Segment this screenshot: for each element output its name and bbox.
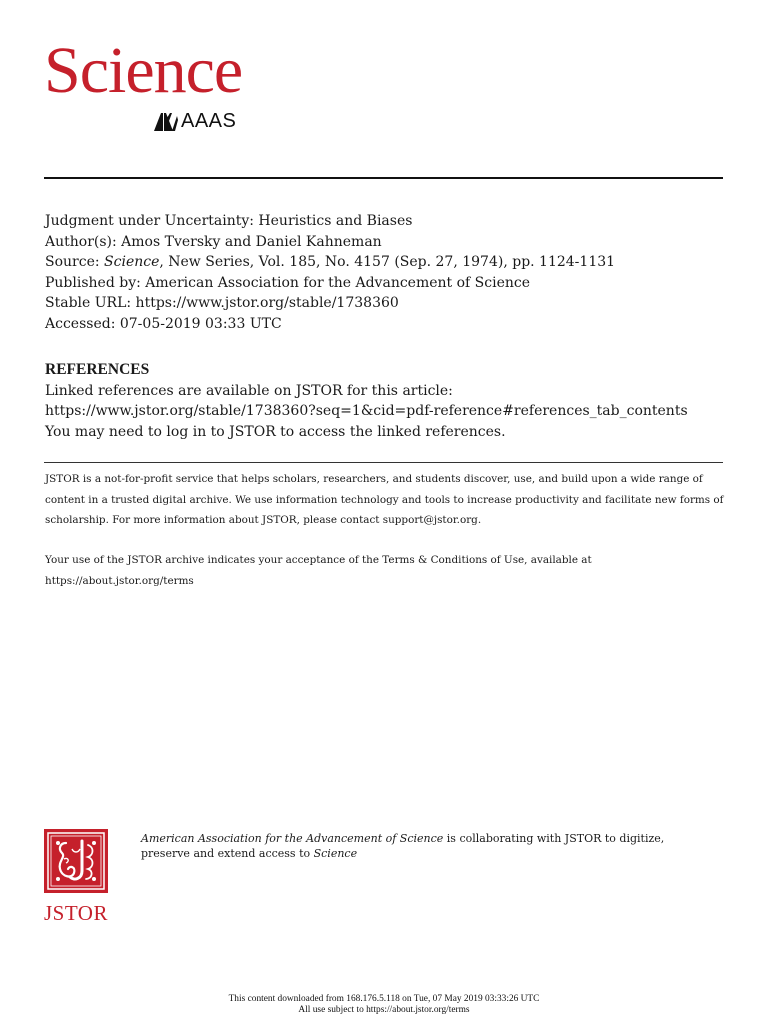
jstor-seal-icon xyxy=(44,829,108,893)
article-title: Judgment under Uncertainty: Heuristics and Biases xyxy=(45,213,413,229)
collab-publisher: American Association for the Advancement of Science xyxy=(141,832,444,845)
collaboration-statement xyxy=(141,832,701,861)
terms-notice: Your use of the JSTOR archive indicates your acceptance of the Terms & Conditions of Use, available at https://about.jstor.org/terms xyxy=(45,554,592,587)
jstor-notice: JSTOR is a not-for-profit service that helps scholars, researchers, and students discover, use, and build upon a wide range of content in a trusted digital archive. We use information technology and tools to increase productivity and facilitate new forms of scholarship. For more information about JSTOR, please contact support@jstor.org. xyxy=(45,473,724,527)
references-heading: REFERENCES xyxy=(45,361,150,378)
footer-download-line: This content downloaded from 168.176.5.118 on Tue, 07 May 2019 03:33:26 UTC xyxy=(228,994,540,1004)
middle-divider xyxy=(44,462,723,463)
collab-text: is collaborating with JSTOR to digitize, preserve and extend access to xyxy=(141,832,665,860)
references-section xyxy=(45,360,735,442)
footer-terms-line: All use subject to https://about.jstor.org/terms xyxy=(298,1005,470,1015)
aaas-mark-icon xyxy=(153,112,179,132)
article-source xyxy=(45,252,735,273)
stable-url-link[interactable]: https://www.jstor.org/stable/1738360 xyxy=(135,295,399,312)
references-intro: Linked references are available on JSTOR for this article: xyxy=(45,382,453,399)
article-publisher: Published by: American Association for the Advancement of Science xyxy=(45,274,531,291)
article-authors: Author(s): Amos Tversky and Daniel Kahneman xyxy=(45,233,382,250)
aaas-logo-text: AAAS xyxy=(181,110,237,132)
stable-url-label: Stable URL: xyxy=(45,295,136,312)
jstor-logo-text: JSTOR xyxy=(44,901,108,925)
source-details: , New Series, Vol. 185, No. 4157 (Sep. 27, 1974), pp. 1124-1131 xyxy=(159,254,616,271)
download-footer xyxy=(0,994,768,1016)
aaas-logo xyxy=(153,110,236,133)
article-accessed: Accessed: 07-05-2019 03:33 UTC xyxy=(45,315,282,332)
source-label: Source: xyxy=(45,254,105,271)
references-login-note: You may need to log in to JSTOR to access the linked references. xyxy=(45,423,506,440)
top-divider xyxy=(44,177,723,179)
source-journal: Science xyxy=(104,254,160,271)
article-metadata xyxy=(45,211,735,335)
collab-journal: Science xyxy=(313,846,358,860)
jstor-logo xyxy=(44,829,108,926)
science-logo: Science xyxy=(44,34,243,107)
article-stable-url xyxy=(45,293,735,314)
references-url-link[interactable]: https://www.jstor.org/stable/1738360?seq=1&cid=pdf-reference#references_tab_contents xyxy=(45,403,688,420)
